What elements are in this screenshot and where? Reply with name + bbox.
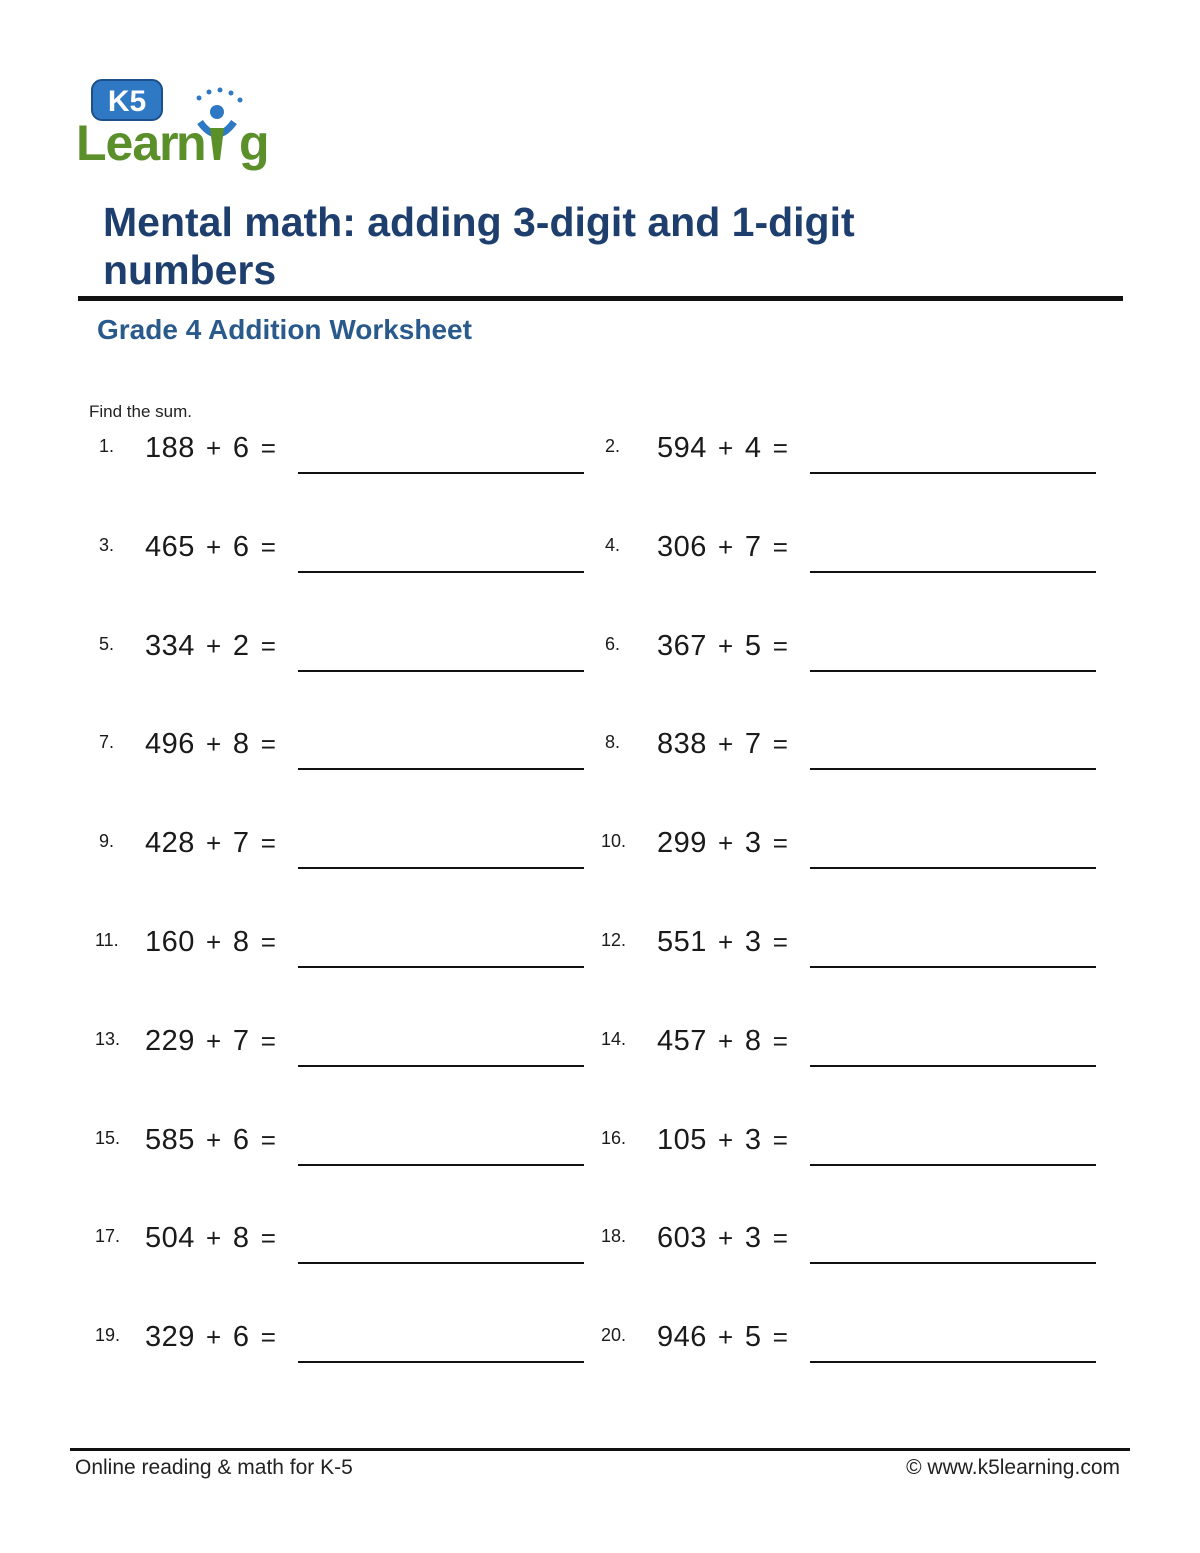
addend-b: 7 (232, 1024, 250, 1057)
answer-blank[interactable] (298, 472, 584, 474)
equals-sign: = (260, 630, 277, 661)
answer-blank[interactable] (810, 571, 1096, 573)
answer-blank[interactable] (810, 1065, 1096, 1067)
addend-a: 496 (145, 728, 195, 761)
problem-number: 5. (99, 633, 115, 654)
problem-number: 9. (99, 831, 115, 852)
addend-a: 585 (145, 1123, 195, 1156)
addend-a: 838 (657, 728, 707, 761)
plus-sign: + (718, 1124, 734, 1155)
svg-text:K5: K5 (107, 85, 147, 118)
answer-blank[interactable] (298, 867, 584, 869)
equals-sign: = (772, 1322, 789, 1353)
plus-sign: + (718, 927, 734, 957)
problem-number: 20. (601, 1325, 627, 1346)
plus-sign: + (206, 828, 222, 859)
worksheet-title: Mental math: adding 3-digit and 1-digit numbers (103, 199, 855, 293)
answer-blank[interactable] (810, 1164, 1096, 1166)
problem-expression (657, 1124, 800, 1157)
problem-number: 17. (95, 1226, 121, 1247)
addend-b: 4 (744, 432, 762, 464)
problem-number: 1. (99, 436, 115, 456)
addend-a: 465 (145, 530, 195, 563)
addend-a: 306 (657, 530, 707, 563)
equals-sign: = (260, 1223, 277, 1254)
equals-sign: = (260, 531, 277, 562)
addend-a: 229 (145, 1024, 195, 1057)
problem-number: 4. (605, 534, 621, 555)
answer-blank[interactable] (298, 670, 584, 672)
footer-tagline: Online reading & math for K-5 (75, 1456, 353, 1479)
equals-sign: = (260, 1025, 277, 1056)
worksheet-subtitle: Grade 4 Addition Worksheet (97, 314, 472, 345)
problem-expression (657, 1321, 800, 1354)
equals-sign: = (772, 433, 789, 463)
addend-b: 5 (744, 1321, 762, 1354)
plus-sign: + (206, 433, 222, 463)
problem-expression (145, 432, 288, 465)
addend-a: 946 (657, 1321, 707, 1354)
problem-expression (657, 432, 800, 465)
problem-expression (145, 1222, 288, 1255)
problem-expression (145, 728, 288, 761)
problem-number: 2. (605, 436, 621, 456)
problem-number: 18. (601, 1226, 627, 1247)
equals-sign: = (772, 1223, 789, 1254)
addend-a: 160 (145, 926, 195, 958)
plus-sign: + (206, 630, 222, 661)
equals-sign: = (772, 1124, 789, 1155)
addend-b: 7 (744, 530, 762, 563)
plus-sign: + (206, 1025, 222, 1056)
addend-a: 428 (145, 827, 195, 860)
problem-number: 15. (95, 1127, 121, 1148)
plus-sign: + (206, 1223, 222, 1254)
addend-a: 299 (657, 827, 707, 860)
answer-blank[interactable] (810, 1361, 1096, 1363)
problem-number: 6. (605, 633, 621, 654)
problem-expression (657, 531, 800, 564)
addend-b: 3 (744, 827, 762, 860)
addend-a: 594 (657, 432, 707, 464)
addend-b: 2 (232, 629, 250, 662)
answer-blank[interactable] (298, 1164, 584, 1166)
problem-number: 14. (601, 1028, 627, 1049)
addend-b: 3 (744, 926, 762, 958)
answer-blank[interactable] (810, 670, 1096, 672)
addend-a: 367 (657, 629, 707, 662)
instructions: Find the sum. (89, 402, 192, 421)
equals-sign: = (772, 630, 789, 661)
addend-b: 3 (744, 1222, 762, 1255)
problem-number: 10. (601, 831, 627, 852)
plus-sign: + (206, 927, 222, 957)
problem-number: 16. (601, 1127, 627, 1148)
addend-b: 3 (744, 1123, 762, 1156)
equals-sign: = (260, 828, 277, 859)
problem-expression (145, 630, 288, 663)
svg-text:g: g (239, 115, 270, 171)
problem-expression (145, 1321, 288, 1354)
problem-number: 8. (605, 732, 621, 753)
answer-blank[interactable] (298, 1065, 584, 1067)
addend-a: 603 (657, 1222, 707, 1255)
svg-text:n: n (176, 115, 207, 171)
equals-sign: = (772, 531, 789, 562)
k5-learning-logo (74, 76, 294, 171)
problem-expression (657, 728, 800, 761)
addend-b: 6 (232, 432, 250, 464)
addend-b: 6 (232, 1321, 250, 1354)
plus-sign: + (718, 630, 734, 661)
plus-sign: + (718, 828, 734, 859)
answer-blank[interactable] (810, 768, 1096, 770)
equals-sign: = (260, 1124, 277, 1155)
answer-blank[interactable] (810, 472, 1096, 474)
footer-website: © www.k5learning.com (906, 1456, 1120, 1479)
equals-sign: = (260, 927, 277, 957)
answer-blank[interactable] (298, 1361, 584, 1363)
svg-text:Lear: Lear (76, 115, 178, 171)
plus-sign: + (206, 1124, 222, 1155)
problem-number: 7. (99, 732, 115, 753)
problem-expression (657, 1222, 800, 1255)
addend-b: 8 (232, 728, 250, 761)
equals-sign: = (260, 433, 277, 463)
problem-expression (657, 827, 800, 860)
equals-sign: = (260, 729, 277, 760)
problem-number: 13. (95, 1028, 121, 1049)
plus-sign: + (718, 531, 734, 562)
equals-sign: = (772, 1025, 789, 1056)
answer-blank[interactable] (298, 768, 584, 770)
problem-number: 19. (95, 1325, 121, 1346)
addend-b: 8 (744, 1024, 762, 1057)
addend-b: 6 (232, 530, 250, 563)
problem-expression (145, 1124, 288, 1157)
problem-expression (145, 1025, 288, 1058)
problem-expression (145, 827, 288, 860)
plus-sign: + (718, 433, 734, 463)
plus-sign: + (206, 531, 222, 562)
addend-a: 457 (657, 1024, 707, 1057)
problem-expression (657, 926, 800, 959)
problem-expression (145, 531, 288, 564)
answer-blank[interactable] (810, 966, 1096, 968)
addend-a: 551 (657, 926, 707, 958)
problem-expression (657, 1025, 800, 1058)
plus-sign: + (718, 1223, 734, 1254)
equals-sign: = (260, 1322, 277, 1353)
answer-blank[interactable] (298, 1262, 584, 1264)
answer-blank[interactable] (810, 1262, 1096, 1264)
footer-divider (70, 1448, 1130, 1451)
equals-sign: = (772, 927, 789, 957)
addend-b: 5 (744, 629, 762, 662)
answer-blank[interactable] (298, 966, 584, 968)
header-divider (78, 296, 1123, 301)
plus-sign: + (206, 729, 222, 760)
plus-sign: + (718, 1322, 734, 1353)
plus-sign: + (718, 1025, 734, 1056)
equals-sign: = (772, 828, 789, 859)
problem-number: 12. (601, 930, 627, 950)
answer-blank[interactable] (298, 571, 584, 573)
addend-a: 334 (145, 629, 195, 662)
problem-number: 11. (95, 930, 119, 950)
equals-sign: = (772, 729, 789, 760)
addend-a: 504 (145, 1222, 195, 1255)
answer-blank[interactable] (810, 867, 1096, 869)
plus-sign: + (718, 729, 734, 760)
addend-a: 105 (657, 1123, 707, 1156)
addend-a: 329 (145, 1321, 195, 1354)
addend-a: 188 (145, 432, 195, 464)
addend-b: 7 (744, 728, 762, 761)
problem-expression (657, 630, 800, 663)
problem-number: 3. (99, 534, 115, 555)
problem-expression (145, 926, 288, 959)
addend-b: 8 (232, 1222, 250, 1255)
addend-b: 6 (232, 1123, 250, 1156)
plus-sign: + (206, 1322, 222, 1353)
addend-b: 7 (232, 827, 250, 860)
addend-b: 8 (232, 926, 250, 958)
